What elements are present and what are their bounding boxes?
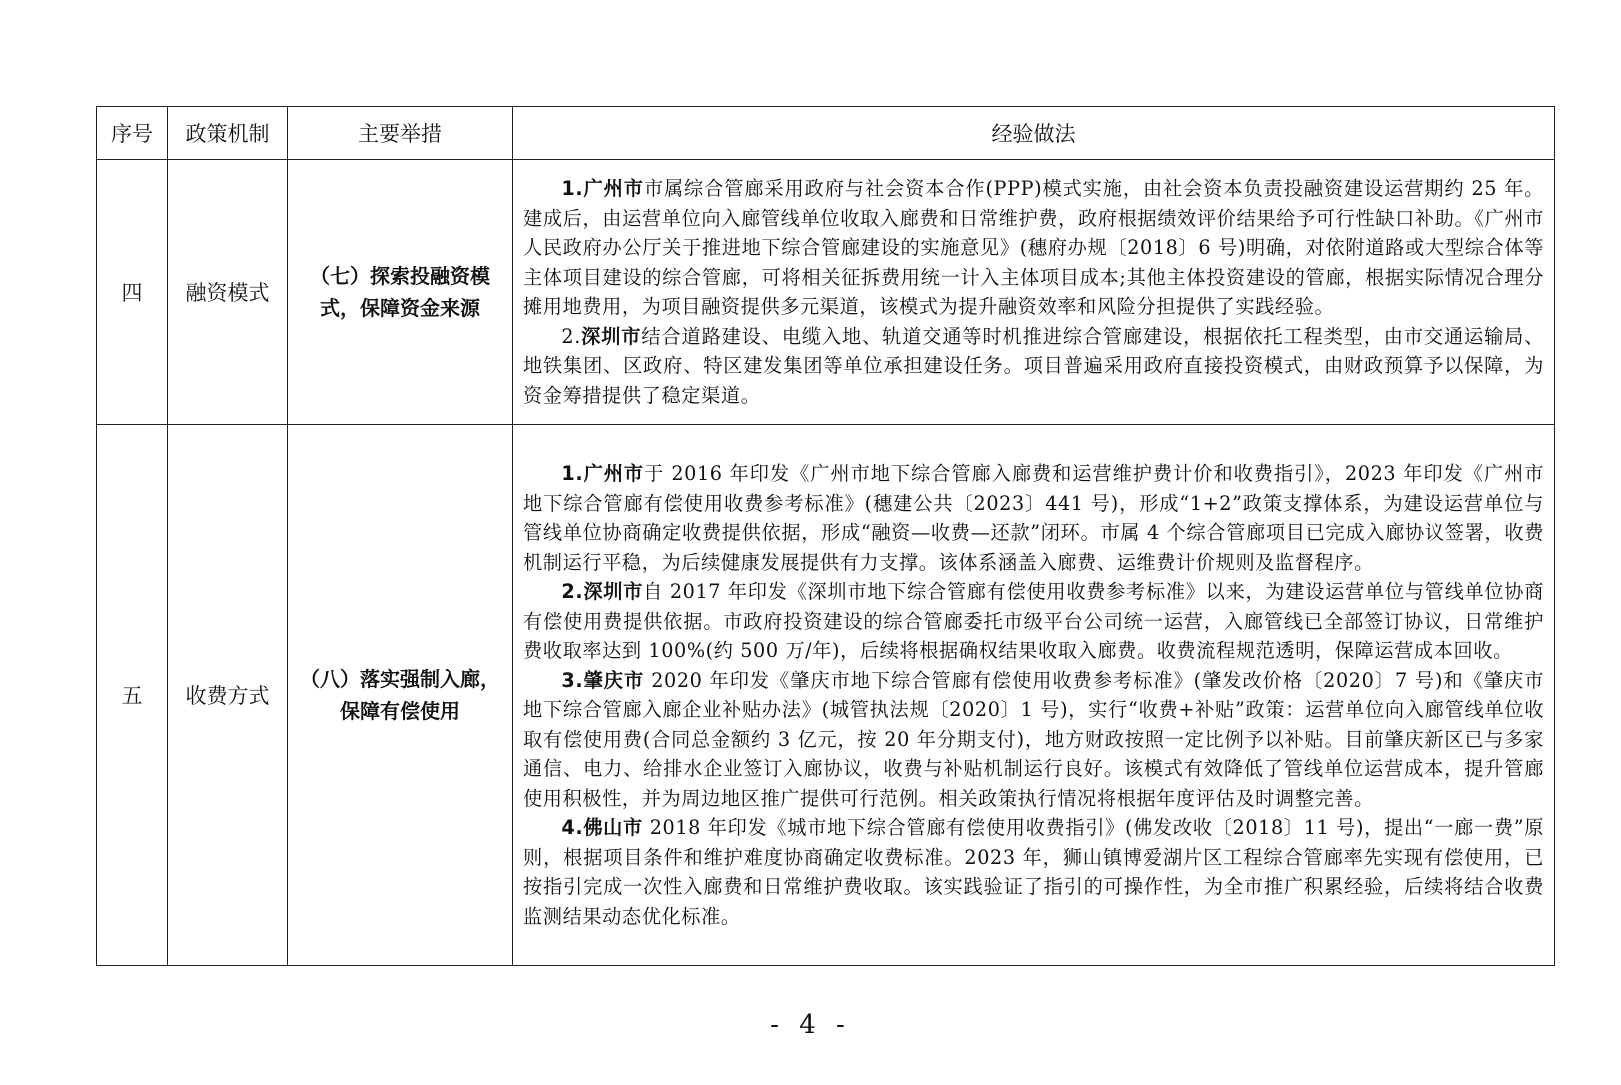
row-measure xyxy=(288,160,513,425)
row-mechanism: 融资模式 xyxy=(168,160,288,425)
item-text: 结合道路建设、电缆入地、轨道交通等时机推进综合管廊建设，根据依托工程类型，由市交通运输局、地铁集团、区政府、特区建发集团等单位承担建设任务。项目普遍采用政府直接投资模式，由财政预算予以保障，为资金筹措提供了稳定渠道。 xyxy=(523,324,1545,407)
city-name: 深圳市 xyxy=(580,324,642,348)
row-mechanism: 收费方式 xyxy=(168,425,288,966)
item-text: 2018 年印发《城市地下综合管廊有偿使用收费指引》(佛发改收〔2018〕11 号)，提出“一廊一费”原则，根据项目条件和维护难度协商确定收费标准。2023 年，狮山镇博爱湖片区工程综合管廊率先实现有偿使用，已按指引完成一次性入廊费和日常维护费收取。该实践验证了指引的可操作性，为全市推广积累经验，后续将结合收费监测结果动态优化标准。 xyxy=(523,816,1544,928)
item-text: 市属综合管廊采用政府与社会资本合作(PPP)模式实施，由社会资本负责投融资建设运营期约 25 年。建成后，由运营单位向入廊管线单位收取入廊费和日常维护费，政府根据绩效评价结果给予可行性缺口补助。《广州市人民政府办公厅关于推进地下综合管廊建设的实施意见》(穗府办规〔2018〕6 号)明确，对依附道路或大型综合体等主体项目建设的综合管廊，可将相关征拆费用统一计入主体项目成本;其他主体投资建设的管廊，根据实际情况合理分摊用地费用，为项目融资提供多元渠道，该模式为提升融资效率和风险分担提供了实践经验。 xyxy=(523,177,1544,318)
table-row xyxy=(97,425,1555,966)
item-text: 于 2016 年印发《广州市地下综合管廊入廊费和运营维护费计价和收费指引》，2023 年印发《广州市地下综合管廊有偿使用收费参考标准》(穗建公共〔2023〕441 号)，形成“1+2”政策支撑体系，为建设运营单位与管线单位协商确定收费提供依据，形成“融资—收费—还款”闭环。市属 4 个综合管廊项目已完成入廊协议签署，收费机制运行平稳，为后续健康发展提供有力支撑。该体系涵盖入廊费、运维费计价规则及监督程序。 xyxy=(523,462,1544,574)
header-measure: 主要举措 xyxy=(288,107,513,160)
row-experience xyxy=(513,160,1555,425)
experience-item xyxy=(523,666,1544,814)
experience-item xyxy=(523,174,1544,322)
row-experience xyxy=(513,425,1555,966)
experience-item xyxy=(523,577,1544,666)
item-number: 2. xyxy=(561,580,584,603)
policy-table xyxy=(96,106,1555,966)
table-row xyxy=(97,160,1555,425)
header-experience: 经验做法 xyxy=(513,107,1555,160)
experience-item xyxy=(523,459,1544,577)
city-name: 佛山市 xyxy=(583,816,643,839)
city-name: 肇庆市 xyxy=(583,668,645,692)
city-name: 深圳市 xyxy=(583,580,644,603)
row-measure xyxy=(288,425,513,966)
item-text: 自 2017 年印发《深圳市地下综合管廊有偿使用收费参考标准》以来，为建设运营单位与管线单位协商有偿使用费提供依据。市政府投资建设的综合管廊委托市级平台公司统一运营，入廊管线已全部签订协议，日常维护费收取率达到 100%(约 500 万/年)，后续将根据确权结果收取入廊费。收费流程规范透明，保障运营成本回收。 xyxy=(523,580,1544,662)
experience-item xyxy=(523,813,1544,931)
header-num: 序号 xyxy=(97,107,168,160)
measure-line: 式，保障资金来源 xyxy=(320,296,480,320)
item-number: 3. xyxy=(561,668,584,692)
page-number: - 4 - xyxy=(770,1010,851,1040)
city-name: 广州市 xyxy=(583,177,644,200)
experience-item xyxy=(523,322,1544,411)
measure-line: 保障有偿使用 xyxy=(340,699,460,723)
measure-line: （七）探索投融资模 xyxy=(310,264,490,288)
item-number: 1. xyxy=(561,462,584,485)
city-name: 广州市 xyxy=(583,462,645,485)
row-num: 四 xyxy=(97,160,168,425)
table-header-row xyxy=(97,107,1555,160)
item-number: 1. xyxy=(561,177,584,200)
header-mechanism: 政策机制 xyxy=(168,107,288,160)
item-text: 2020 年印发《肇庆市地下综合管廊有偿使用收费参考标准》(肇发改价格〔2020〕7 号)和《肇庆市地下综合管廊入廊企业补贴办法》(城管执法规〔2020〕1 号)，实行“收费+补贴”政策：运营单位向入廊管线单位收取有偿使用费(合同总金额约 3 亿元，按 20 年分期支付)，地方财政按照一定比例予以补贴。目前肇庆新区已与多家通信、电力、给排水企业签订入廊协议，收费与补贴机制运行良好。该模式有效降低了管线单位运营成本，提升管廊使用积极性，并为周边地区推广提供可行范例。相关政策执行情况将根据年度评估及时调整完善。 xyxy=(523,668,1544,810)
measure-line: （八）落实强制入廊， xyxy=(300,667,500,691)
row-num: 五 xyxy=(97,425,168,966)
item-number: 2. xyxy=(561,324,581,348)
item-number: 4. xyxy=(561,816,584,839)
